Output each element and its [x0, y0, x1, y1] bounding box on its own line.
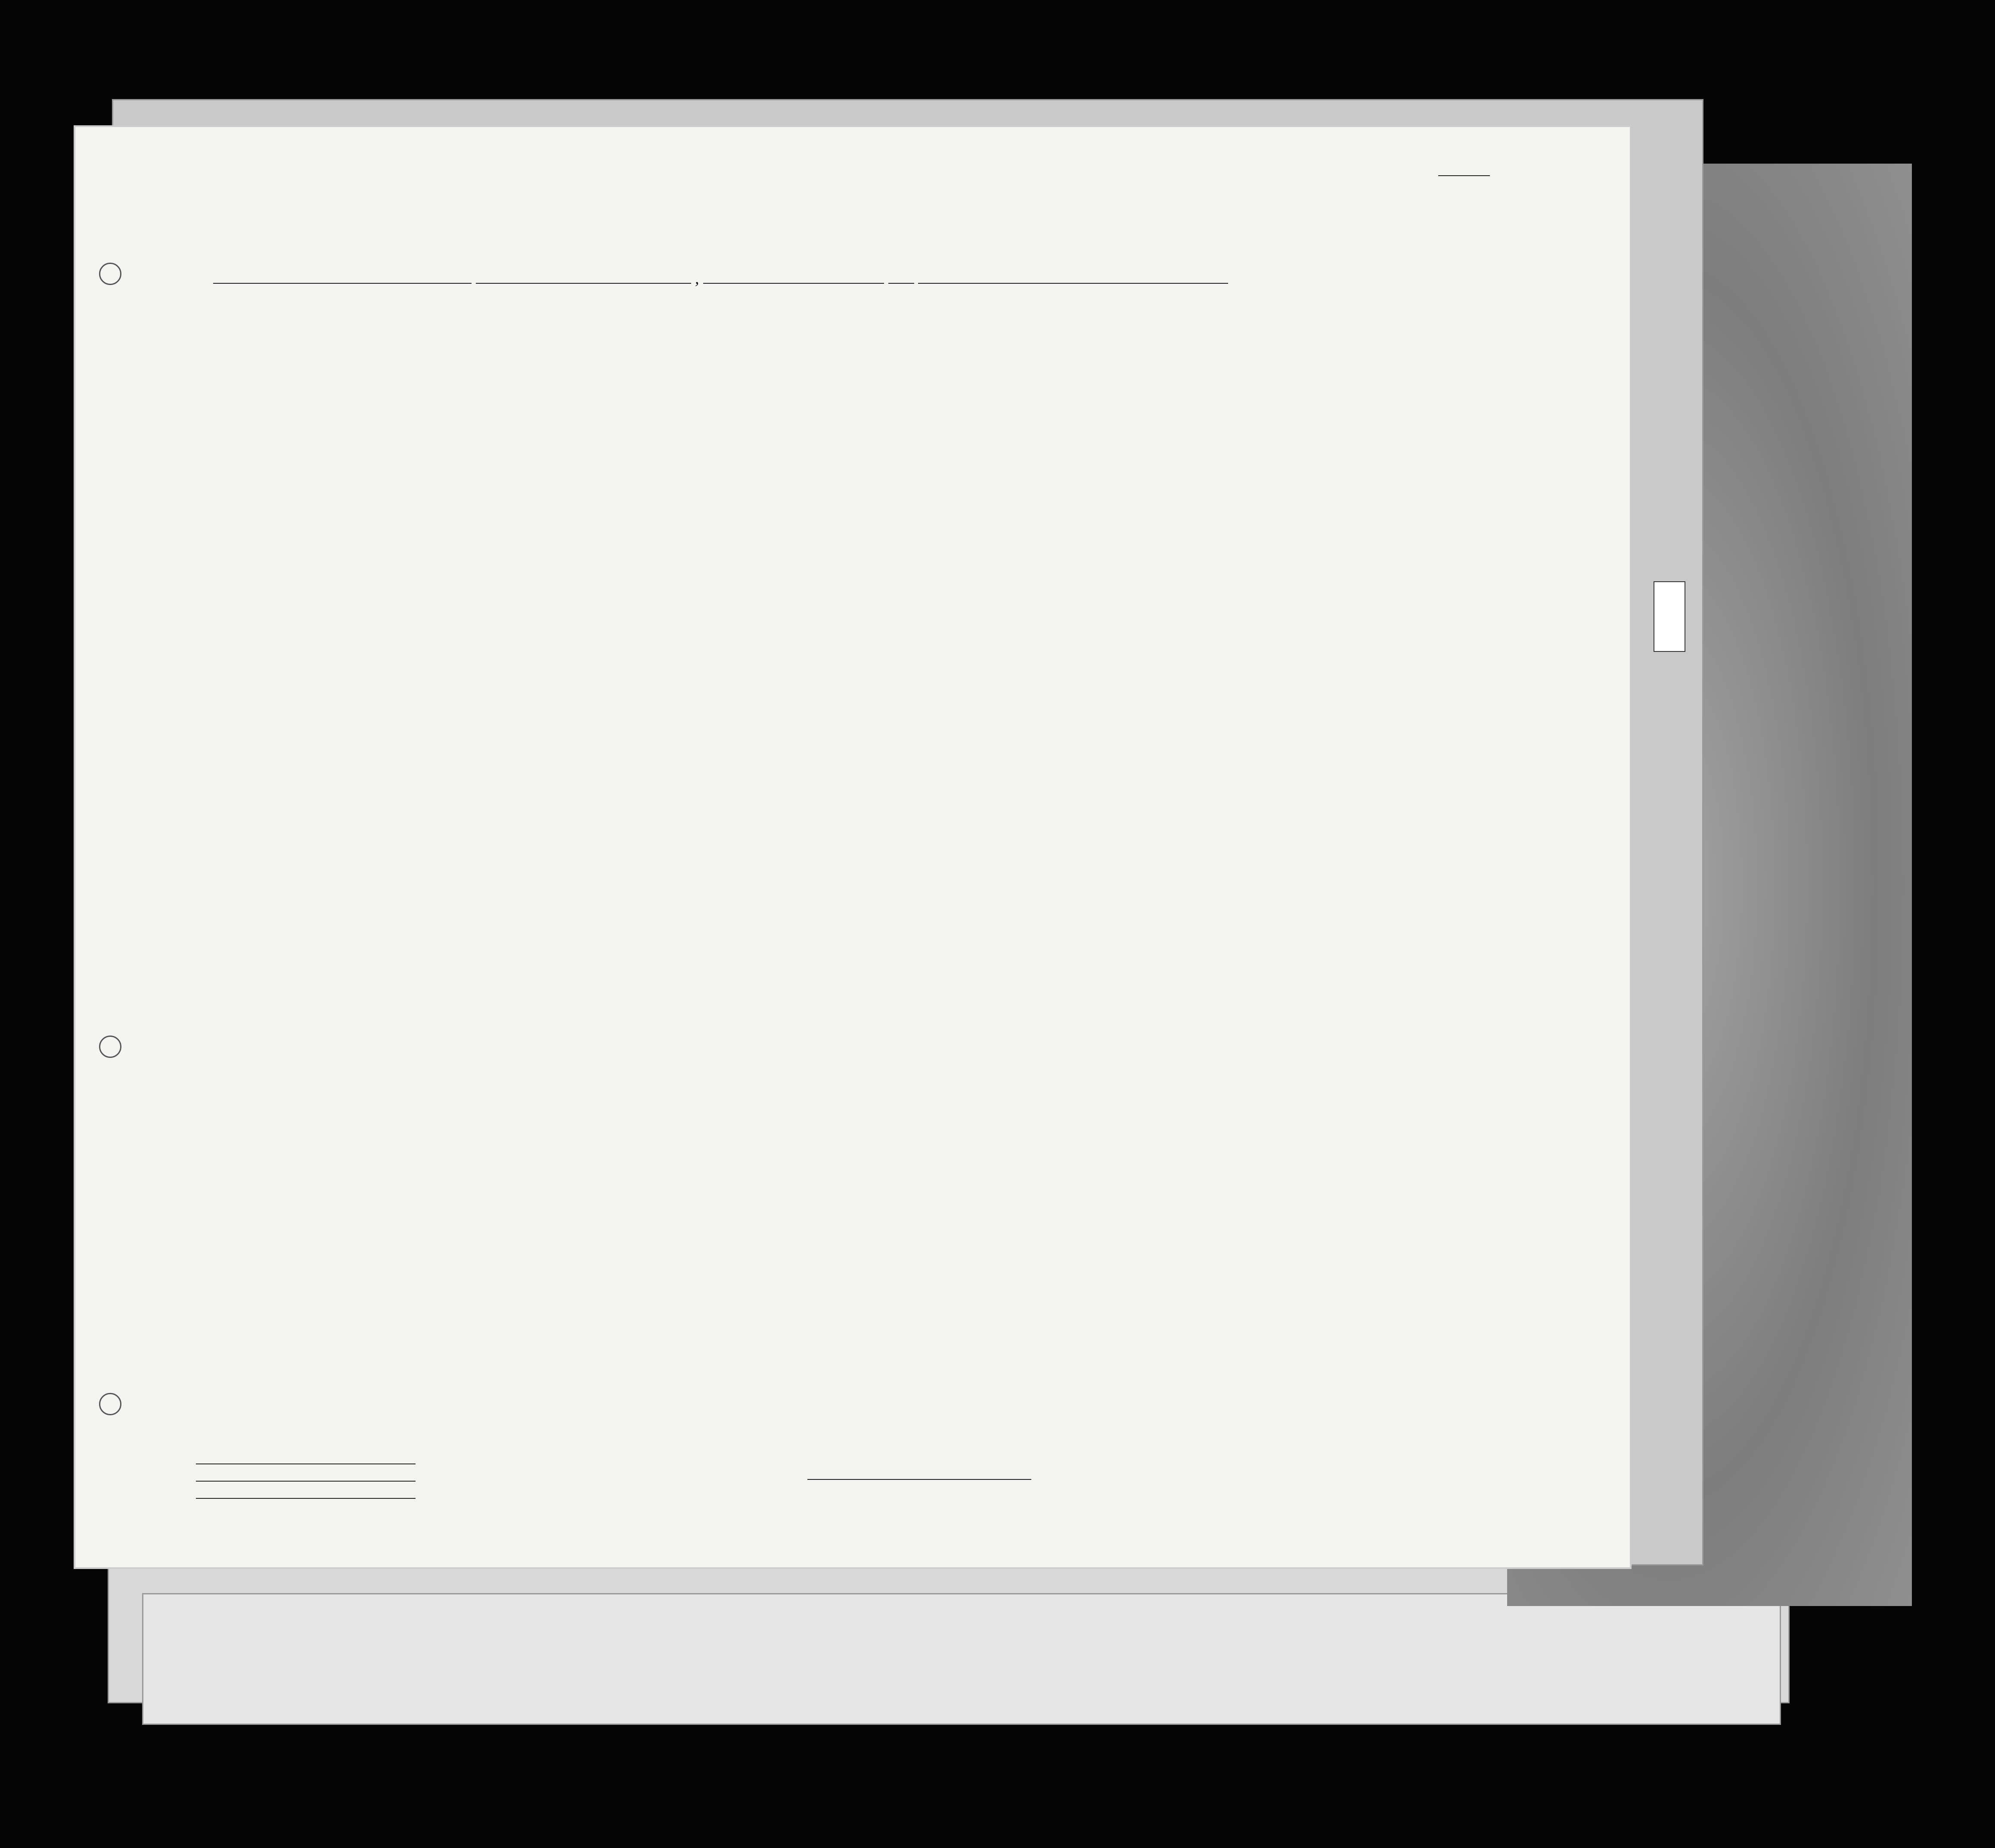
background-sheet: [142, 1593, 1781, 1725]
manifest-grid: [75, 127, 1630, 1567]
inspector-label: [807, 1479, 1031, 1482]
footer-line: [127, 1455, 416, 1467]
owners-value: [196, 1481, 416, 1482]
punch-hole: [99, 1393, 121, 1415]
inspector-block: [807, 1479, 1031, 1482]
punch-hole: [99, 263, 121, 285]
footer-agents: [127, 1490, 416, 1502]
vessel-line: ,: [213, 269, 1561, 288]
punch-hole: [99, 1036, 121, 1058]
footer-owners: [127, 1473, 416, 1485]
tab-edge: [1654, 581, 1685, 652]
agents-value: [196, 1498, 416, 1499]
manifest-page: [75, 127, 1630, 1567]
